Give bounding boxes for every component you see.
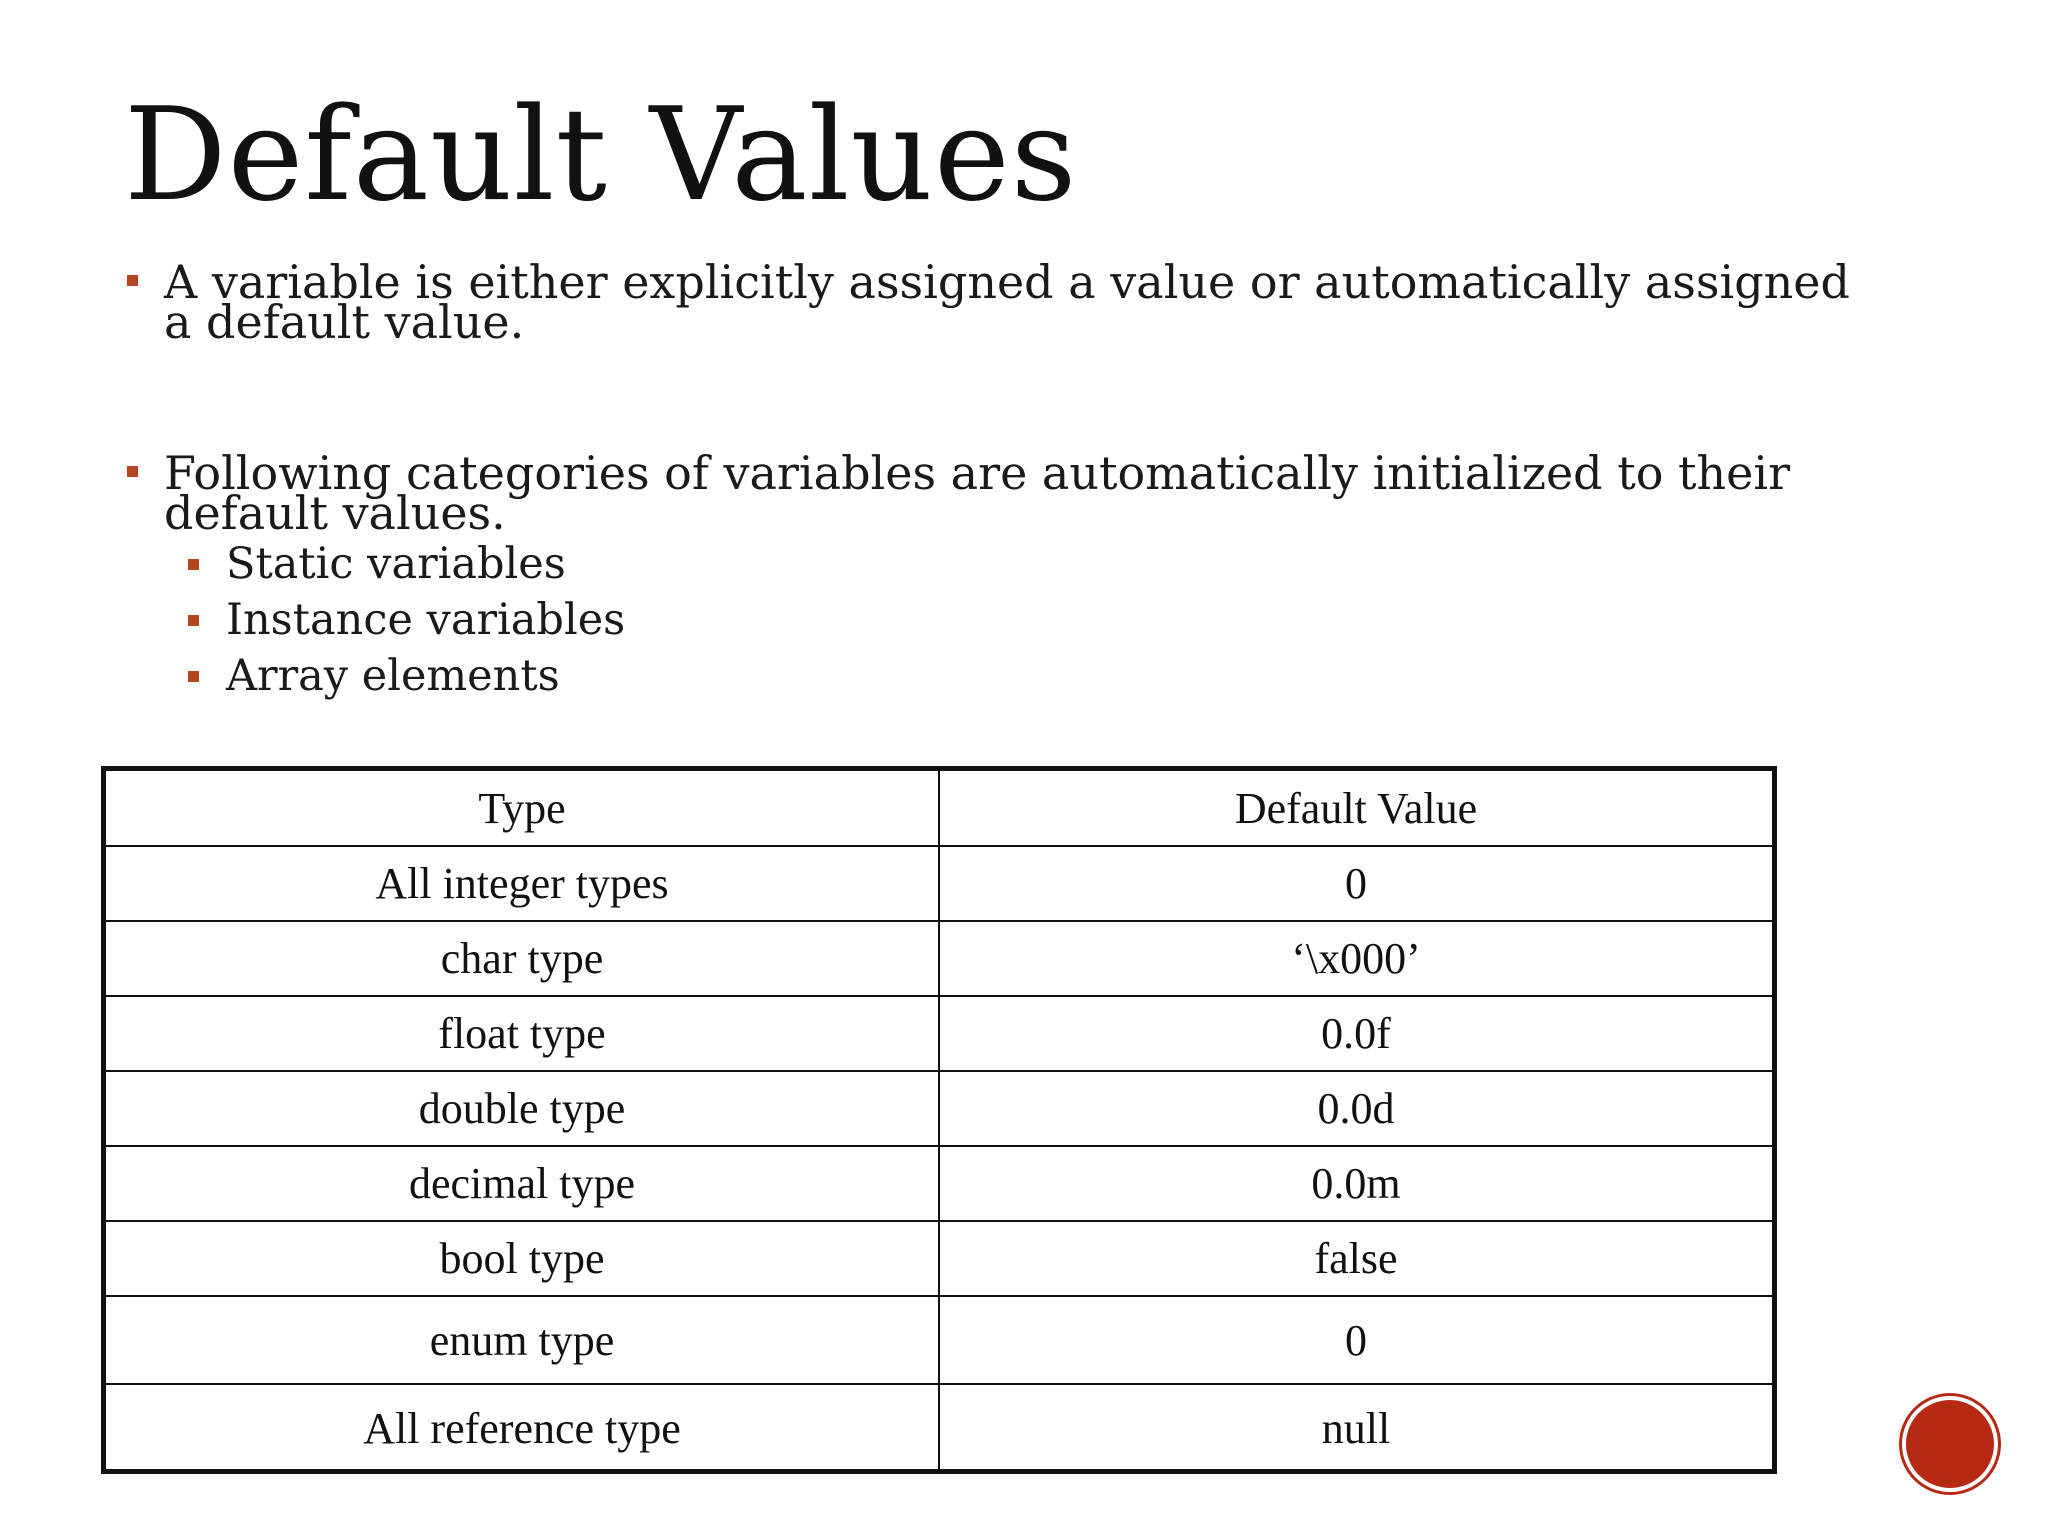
bullet-marker-icon (127, 466, 138, 477)
sub-bullet-marker-icon (188, 671, 199, 682)
circle-next-icon[interactable] (1906, 1400, 1994, 1488)
bullet-2-line-1: Following categories of variables are automatically initialized to their (164, 446, 1791, 500)
header-default-value: Default Value (939, 771, 1772, 846)
cell-default-value: 0.0m (939, 1146, 1772, 1221)
bullet-1-line-2: a default value. (164, 295, 525, 349)
sub-bullet-text: Array elements (226, 651, 560, 701)
cell-default-value: 0.0f (939, 996, 1772, 1071)
bullet-1-line-1: A variable is either explicitly assigned a value or automatically assigned (164, 255, 1850, 309)
cell-type: double type (106, 1071, 939, 1146)
cell-type: All reference type (106, 1384, 939, 1472)
default-values-table (101, 766, 1777, 1474)
cell-default-value: ‘\x000’ (939, 921, 1772, 996)
cell-default-value: 0.0d (939, 1071, 1772, 1146)
header-type: Type (106, 771, 939, 846)
table-row (106, 846, 1772, 921)
cell-default-value: 0 (939, 1296, 1772, 1384)
table-header-row (106, 771, 1772, 846)
cell-type: decimal type (106, 1146, 939, 1221)
table-row (106, 1146, 1772, 1221)
table-row (106, 1071, 1772, 1146)
slide-title: Default Values (124, 81, 1078, 230)
cell-type: char type (106, 921, 939, 996)
sub-bullet-text: Instance variables (226, 595, 626, 645)
bullet-marker-icon (127, 275, 138, 286)
table-row (106, 921, 1772, 996)
default-values-grid (106, 771, 1772, 1472)
table-row (106, 1384, 1772, 1472)
cell-default-value: 0 (939, 846, 1772, 921)
cell-default-value: false (939, 1221, 1772, 1296)
table-row (106, 1296, 1772, 1384)
cell-type: float type (106, 996, 939, 1071)
cell-default-value: null (939, 1384, 1772, 1472)
cell-type: bool type (106, 1221, 939, 1296)
table-row (106, 996, 1772, 1071)
table-row (106, 1221, 1772, 1296)
bullet-2-line-2: default values. (164, 486, 506, 540)
sub-bullet-marker-icon (188, 559, 199, 570)
sub-bullet-marker-icon (188, 615, 199, 626)
cell-type: enum type (106, 1296, 939, 1384)
sub-bullet-text: Static variables (226, 539, 566, 589)
cell-type: All integer types (106, 846, 939, 921)
